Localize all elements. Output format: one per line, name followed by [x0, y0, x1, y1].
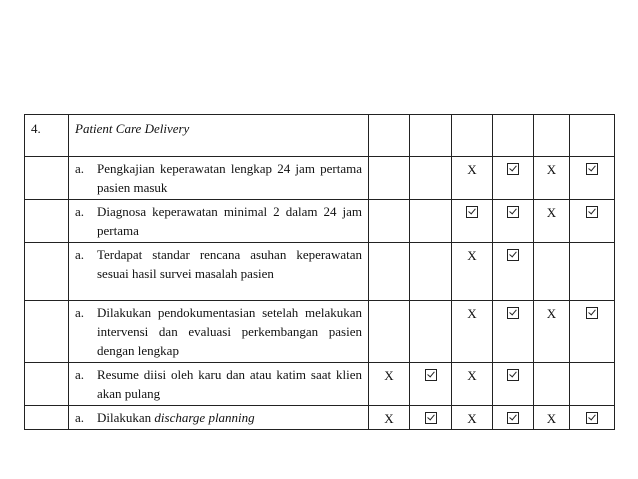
mark-x: X	[534, 200, 570, 243]
mark-x: X	[534, 301, 570, 363]
table-row	[25, 243, 615, 301]
empty-cell	[493, 115, 534, 157]
item-text: Dilakukan pendokumentasian setelah melakukan intervensi dan evaluasi perkembangan pasien dengan lengkap	[97, 305, 362, 358]
checked-box-icon	[507, 412, 519, 424]
mark-check	[493, 243, 534, 301]
empty-cell	[369, 115, 410, 157]
checked-box-icon	[586, 206, 598, 218]
empty-cell	[410, 301, 452, 363]
criteria-cell	[69, 406, 369, 430]
item-text: Resume diisi oleh karu dan atau katim saat klien akan pulang	[97, 367, 362, 401]
criteria-cell	[69, 243, 369, 301]
checked-box-icon	[507, 369, 519, 381]
item-letter: a.	[75, 161, 85, 176]
checked-box-icon	[507, 249, 519, 261]
mark-check	[493, 157, 534, 200]
section-row	[25, 115, 615, 157]
empty-cell	[534, 243, 570, 301]
mark-x: X	[452, 157, 493, 200]
item-letter: a.	[75, 305, 85, 320]
mark-check	[570, 406, 615, 430]
empty-cell	[452, 115, 493, 157]
empty-cell	[410, 115, 452, 157]
checked-box-icon	[425, 369, 437, 381]
criteria-cell	[69, 157, 369, 200]
mark-x: X	[534, 157, 570, 200]
checked-box-icon	[425, 412, 437, 424]
item-letter: a.	[75, 367, 85, 382]
empty-cell	[25, 301, 69, 363]
mark-x: X	[452, 406, 493, 430]
checked-box-icon	[586, 307, 598, 319]
empty-cell	[369, 243, 410, 301]
evaluation-table	[24, 114, 615, 430]
mark-x: X	[452, 243, 493, 301]
checked-box-icon	[466, 206, 478, 218]
criteria-cell	[69, 363, 369, 406]
empty-cell	[25, 363, 69, 406]
table-row	[25, 406, 615, 430]
mark-check	[493, 200, 534, 243]
mark-x: X	[369, 363, 410, 406]
checked-box-icon	[507, 206, 519, 218]
item-text: Pengkajian keperawatan lengkap 24 jam pertama pasien masuk	[97, 161, 362, 195]
empty-cell	[369, 200, 410, 243]
empty-cell	[410, 157, 452, 200]
empty-cell	[410, 243, 452, 301]
section-title: Patient Care Delivery	[69, 115, 369, 157]
table-row	[25, 157, 615, 200]
checked-box-icon	[586, 412, 598, 424]
criteria-cell	[69, 301, 369, 363]
mark-check	[570, 301, 615, 363]
mark-check	[452, 200, 493, 243]
criteria-cell	[69, 200, 369, 243]
item-letter: a.	[75, 204, 85, 219]
section-number: 4.	[25, 115, 69, 157]
mark-check	[493, 363, 534, 406]
table-row	[25, 363, 615, 406]
table-row	[25, 200, 615, 243]
empty-cell	[570, 115, 615, 157]
mark-check	[570, 200, 615, 243]
mark-x: X	[369, 406, 410, 430]
mark-x: X	[452, 363, 493, 406]
empty-cell	[25, 157, 69, 200]
empty-cell	[369, 157, 410, 200]
empty-cell	[534, 363, 570, 406]
item-text-plain: Dilakukan	[97, 410, 155, 425]
checked-box-icon	[507, 307, 519, 319]
empty-cell	[25, 200, 69, 243]
mark-check	[570, 157, 615, 200]
empty-cell	[25, 243, 69, 301]
mark-x: X	[534, 406, 570, 430]
empty-cell	[369, 301, 410, 363]
item-letter: a.	[75, 410, 85, 425]
mark-check	[410, 363, 452, 406]
item-letter: a.	[75, 247, 85, 262]
table-row	[25, 301, 615, 363]
mark-check	[493, 301, 534, 363]
item-text: Terdapat standar rencana asuhan keperawatan sesuai hasil survei masalah pasien	[97, 247, 362, 281]
mark-x: X	[452, 301, 493, 363]
item-text-italic: discharge planning	[154, 410, 255, 425]
empty-cell	[25, 406, 69, 430]
checked-box-icon	[507, 163, 519, 175]
checked-box-icon	[586, 163, 598, 175]
item-text: Diagnosa keperawatan minimal 2 dalam 24 jam pertama	[97, 204, 362, 238]
empty-cell	[410, 200, 452, 243]
mark-check	[410, 406, 452, 430]
empty-cell	[534, 115, 570, 157]
mark-check	[493, 406, 534, 430]
empty-cell	[570, 363, 615, 406]
empty-cell	[570, 243, 615, 301]
item-text	[97, 408, 362, 427]
